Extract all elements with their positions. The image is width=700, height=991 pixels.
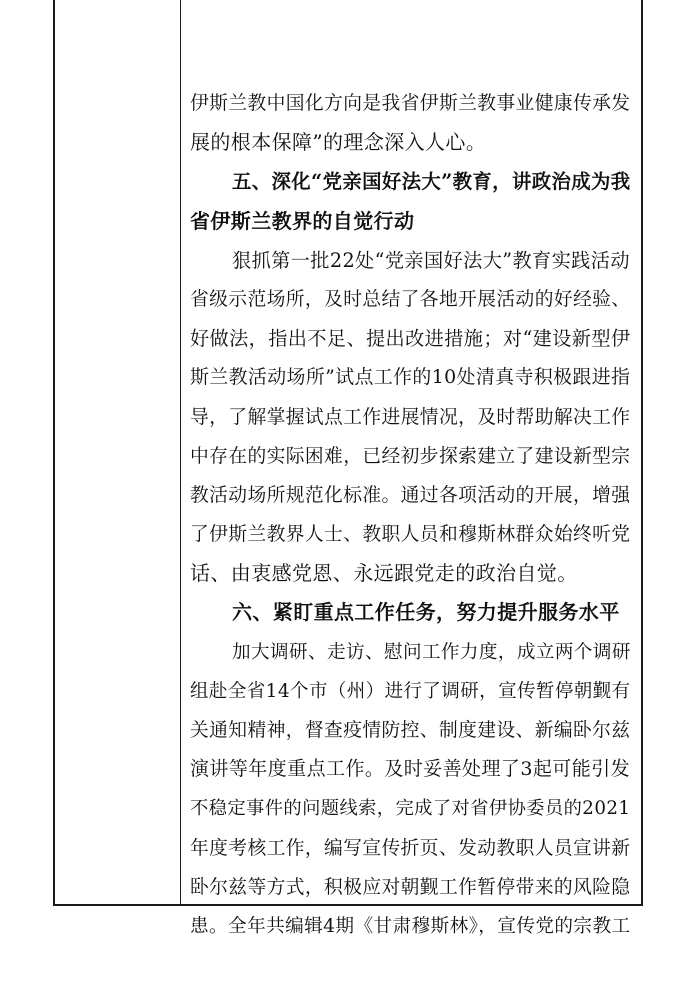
paragraph-line: 斯兰教活动场所”试点工作的10处清真寺积极跟进指 [190, 366, 631, 389]
paragraph-line: 演讲等年度重点工作。及时妥善处理了3起可能引发 [190, 758, 630, 781]
paragraph-line: 中存在的实际困难，已经初步探索建立了建设新型宗 [190, 445, 631, 467]
section-heading-line: 省伊斯兰教界的自觉行动 [190, 208, 415, 233]
paragraph-line: 卧尔兹等方式，积极应对朝觐工作暂停带来的风险隐 [190, 876, 631, 898]
paragraph-line: 狠抓第一批22处“党亲国好法大”教育实践活动 [232, 248, 630, 272]
paragraph-line: 话、由衷感党恩、永远跟党走的政治自觉。 [190, 561, 578, 586]
section-heading-line: 六、紧盯重点工作任务，努力提升服务水平 [232, 600, 620, 625]
paragraph-line: 组赴全省14个市（州）进行了调研，宣传暂停朝觐有 [190, 680, 631, 702]
paragraph-line: 省级示范场所，及时总结了各地开展活动的好经验、 [190, 288, 631, 310]
paragraph-line: 年度考核工作，编写宣传折页、发动教职人员宣讲新 [190, 837, 631, 859]
paragraph-line: 伊斯兰教中国化方向是我省伊斯兰教事业健康传承发 [190, 93, 631, 114]
paragraph-line: 患。全年共编辑4期《甘肃穆斯林》，宣传党的宗教工 [190, 915, 631, 937]
paragraph-line: 教活动场所规范化标准。通过各项活动的开展，增强 [190, 484, 631, 506]
table-content-cell [190, 84, 630, 946]
table-column-divider [180, 0, 181, 906]
paragraph-line: 了伊斯兰教界人士、教职人员和穆斯林群众始终听党 [190, 524, 631, 546]
paragraph-line: 导，了解掌握试点工作进展情况，及时帮助解决工作 [190, 406, 631, 428]
paragraph-line: 加大调研、走访、慰问工作力度，成立两个调研 [232, 641, 631, 663]
table-left-cell [55, 0, 180, 904]
paragraph-line: 不稳定事件的问题线索，完成了对省伊协委员的2021 [190, 798, 631, 820]
paragraph-line: 展的根本保障”的理念深入人心。 [190, 130, 487, 155]
paragraph-line: 好做法，指出不足、提出改进措施；对“建设新型伊 [190, 327, 631, 351]
paragraph-line: 关通知精神，督查疫情防控、制度建设、新编卧尔兹 [190, 720, 631, 741]
section-heading-line: 五、深化“党亲国好法大”教育，讲政治成为我 [232, 170, 631, 194]
